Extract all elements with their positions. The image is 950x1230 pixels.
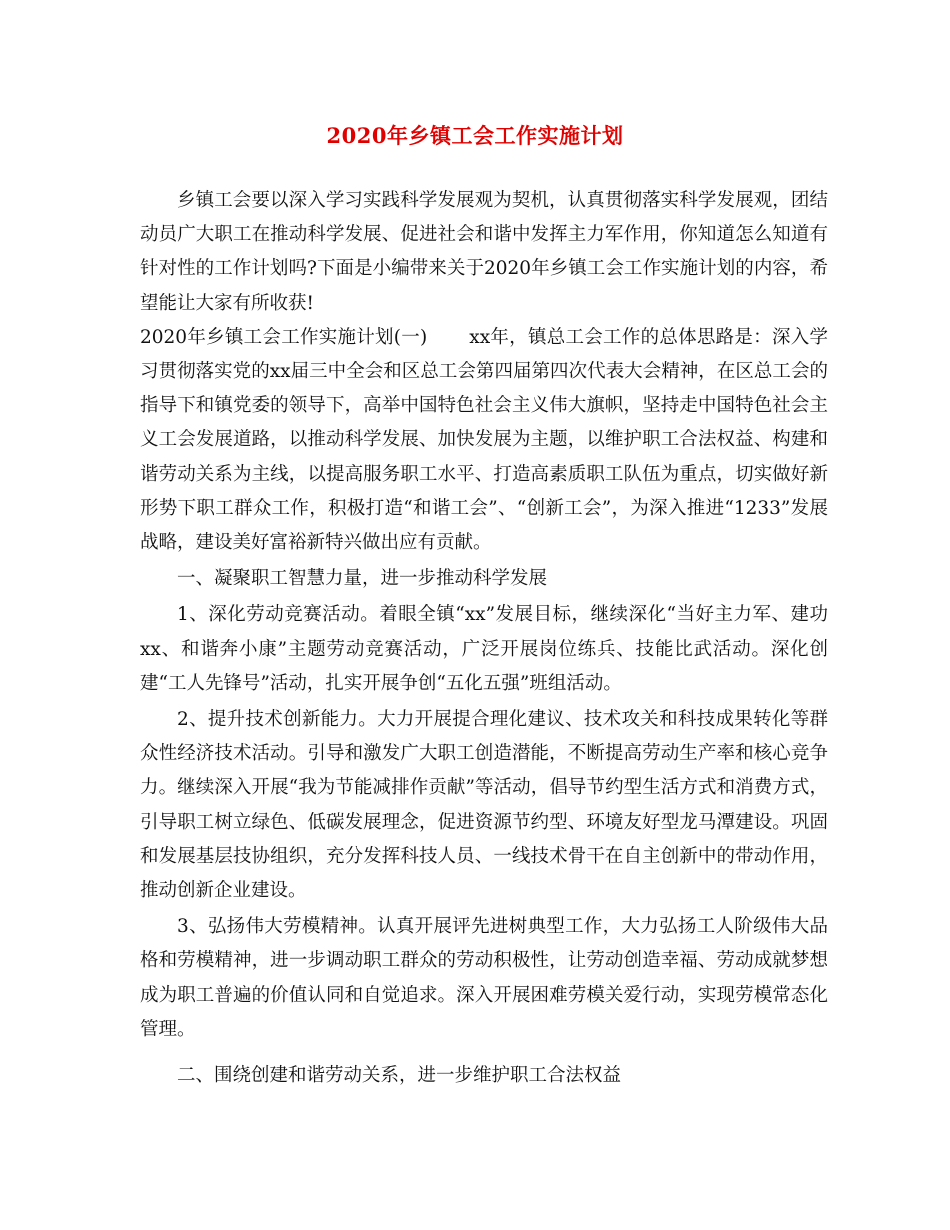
- document-title: 2020年乡镇工会工作实施计划: [326, 123, 624, 148]
- item-one-paragraph: 1、深化劳动竞赛活动。着眼全镇“xx”发展目标，继续深化“当好主力军、建功xx、和谐奔小康”主题劳动竞赛活动，广泛开展岗位练兵、技能比武活动。深化创建“工人先锋号”活动，扎实开展争创“五化五强”班组活动。: [140, 604, 828, 694]
- plan-one-paragraph: [140, 321, 828, 560]
- document-body: [140, 184, 828, 1093]
- section-two-heading: 二、围绕创建和谐劳动关系，进一步维护职工合法权益: [177, 1065, 622, 1087]
- item-two-paragraph: 2、提升技术创新能力。大力开展提合理化建议、技术攻关和科技成果转化等群众性经济技术活动。引导和激发广大职工创造潜能，不断提高劳动生产率和核心竞争力。继续深入开展“我为节能减排作贡献”等活动，倡导节约型生活方式和消费方式，引导职工树立绿色、低碳发展理念，促进资源节约型、环境友好型龙马潭建设。巩固和发展基层技协组织，充分发挥科技人员、一线技术骨干在自主创新中的带动作用，推动创新企业建设。: [140, 709, 828, 902]
- plan-one-heading: 2020年乡镇工会工作实施计划(一): [140, 326, 428, 348]
- section-one-heading: 一、凝聚职工智慧力量，进一步推动科学发展: [177, 568, 548, 590]
- item-three-paragraph: 3、弘扬伟大劳模精神。认真开展评先进树典型工作，大力弘扬工人阶级伟大品格和劳模精神，进一步调动职工群众的劳动积极性，让劳动创造幸福、劳动成就梦想成为职工普遍的价值认同和自觉追求。深入开展困难劳模关爱行动，实现劳模常态化管理。: [140, 916, 828, 1040]
- overall-idea-text: xx年，镇总工会工作的总体思路是：深入学习贯彻落实党的xx届三中全会和区总工会第四届第四次代表大会精神，在区总工会的指导下和镇党委的领导下，高举中国特色社会主义伟大旗帜，坚持走中国特色社会主义工会发展道路，以推动科学发展、加快发展为主题，以维护职工合法权益、构建和谐劳动关系为主线，以提高服务职工水平、打造高素质职工队伍为重点，切实做好新形势下职工群众工作，积极打造“和谐工会”、“创新工会”，为深入推进“1233”发展战略，建设美好富裕新特兴做出应有贡献。: [140, 326, 828, 554]
- intro-paragraph: 乡镇工会要以深入学习实践科学发展观为契机，认真贯彻落实科学发展观，团结动员广大职工在推动科学发展、促进社会和谐中发挥主力军作用，你知道怎么知道有针对性的工作计划吗?下面是小编带来关于2020年乡镇工会工作实施计划的内容，希望能让大家有所收获!: [140, 190, 828, 314]
